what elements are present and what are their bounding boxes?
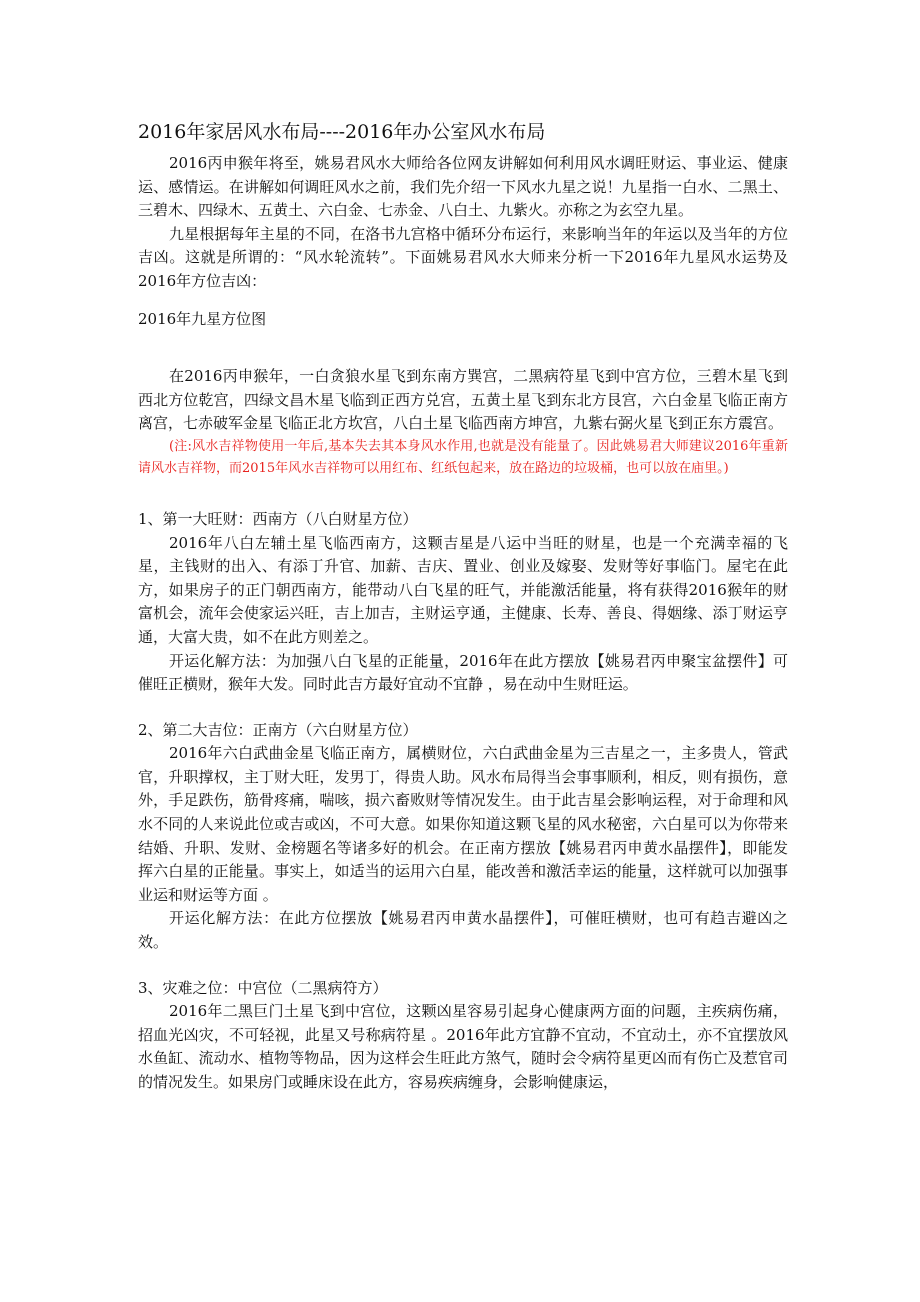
section-1-paragraph-2: 开运化解方法：为加强八白飞星的正能量，2016年在此方摆放【姚易君丙申聚宝盆摆件】可催旺正横财，猴年大发。同时此吉方最好宜动不宜静 ，易在动中生财旺运。 (138, 651, 788, 694)
document-page (138, 118, 788, 1095)
section-1-paragraph-1: 2016年八白左辅土星飞临西南方，这颗吉星是八运中当旺的财星，也是一个充满幸福的飞星，主钱财的出入、有添丁升官、加薪、吉庆、置业、创业及嫁娶、发财等好事临门。屋宅在此方，如果房子的正门朝西南方，能带动八白飞星的旺气，并能激活能量，将有获得2016猴年的财富机会，流年会使家运兴旺，吉上加吉，主财运亨通，主健康、长寿、善良、得姻缘、添丁财运亨通，大富大贵，如不在此方则差之。 (138, 533, 788, 646)
diagram-label: 2016年九星方位图 (138, 309, 267, 328)
section-heading-3: 3、灾难之位：中宫位（二黑病符方） (138, 978, 388, 997)
intro-paragraph-1: 2016丙申猴年将至，姚易君风水大师给各位网友讲解如何利用风水调旺财运、事业运、健康运、感情运。在讲解如何调旺风水之前，我们先介绍一下风水九星之说！九星指一白水、二黑土、三碧木、四绿木、五黄土、六白金、七赤金、八白土、九紫火。亦称之为玄空九星。 (138, 154, 788, 220)
section-3-paragraph-1: 2016年二黑巨门土星飞到中宫位，这颗凶星容易引起身心健康两方面的问题，主疾病伤痛，招血光凶灾，不可轻视，此星又号称病符星 。2016年此方宜静不宜动，不宜动土，亦不宜摆放风水鱼缸、流动水、植物等物品，因为这样会生旺此方煞气，随时会令病符星更凶而有伤亡及惹官司的情况发生。如果房门或睡床设在此方，容易疾病缠身，会影响健康运， (138, 1002, 788, 1091)
section-2-paragraph-2: 开运化解方法：在此方位摆放【姚易君丙申黄水晶摆件】，可催旺横财，也可有趋吉避凶之效。 (138, 909, 788, 952)
star-positions-paragraph: 在2016丙申猴年，一白贪狼水星飞到东南方巽宫，二黑病符星飞到中宫方位，三碧木星飞到西北方位乾宫，四绿文昌木星飞临到正西方兑宫，五黄土星飞到东北方艮宫，六白金星飞临正南方离宫，七赤破军金星飞临正北方坎宫，八白土星飞临西南方坤宫，九紫右弼火星飞到正东方震宫。 (138, 367, 788, 433)
red-note: (注:风水吉祥物使用一年后,基本失去其本身风水作用,也就是没有能量了。因此姚易君大师建议2016年重新请风水吉祥物，而2015年风水吉祥物可以用红布、红纸包起来，放在路边的垃圾桶，也可以放在庙里。) (138, 438, 788, 476)
page-title: 2016年家居风水布局----2016年办公室风水布局 (138, 121, 546, 143)
section-heading-1: 1、第一大旺财：西南方（八白财星方位） (138, 509, 418, 528)
section-2-paragraph-1: 2016年六白武曲金星飞临正南方，属横财位，六白武曲金星为三吉星之一，主多贵人，管武官，升职撑权，主丁财大旺，发男丁，得贵人助。风水布局得当会事事顺利，相反，则有损伤，意外，手足跌伤，筋骨疼痛，喘咳，损六畜败财等情况发生。由于此吉星会影响运程，对于命理和风水不同的人来说此位或吉或凶，不可大意。如果你知道这颗飞星的风水秘密，六白星可以为你带来结婚、升职、发财、金榜题名等诸多好的机会。在正南方摆放【姚易君丙申黄水晶摆件】，即能发挥六白星的正能量。事实上，如适当的运用六白星，能改善和激活幸运的能量，这样就可以加强事业运和财运等方面 。 (138, 744, 788, 904)
section-heading-2: 2、第二大吉位：正南方（六白财星方位） (138, 720, 418, 739)
intro-paragraph-2: 九星根据每年主星的不同，在洛书九宫格中循环分布运行，来影响当年的年运以及当年的方位吉凶。这就是所谓的：“风水轮流转”。下面姚易君风水大师来分析一下2016年九星风水运势及2016年方位吉凶： (138, 224, 788, 290)
